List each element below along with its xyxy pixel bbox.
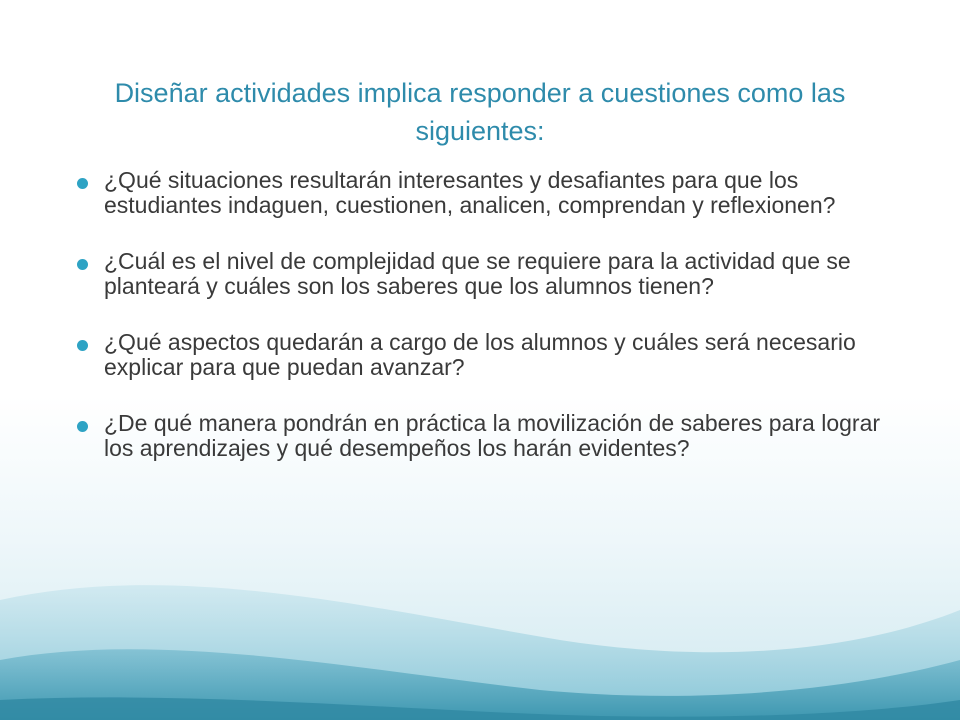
bullet-icon [77,178,88,189]
bullet-icon [77,421,88,432]
bullet-text: ¿De qué manera pondrán en práctica la movilización de saberes para lograr los aprendizajes y qué desempeños los harán evidentes? [104,410,881,461]
list-item [70,411,910,461]
list-item [70,330,910,380]
bullet-text: ¿Cuál es el nivel de complejidad que se requiere para la actividad que se planteará y cuáles son los saberes que los alumnos tienen? [104,248,851,299]
bullet-list [70,168,910,492]
bullet-text: ¿Qué aspectos quedarán a cargo de los alumnos y cuáles será necesario explicar para que puedan avanzar? [104,329,856,380]
slide-title: Diseñar actividades implica responder a cuestiones como las siguientes: [114,78,846,146]
list-item [70,168,910,218]
bullet-icon [77,340,88,351]
list-item [70,249,910,299]
bullet-icon [77,259,88,270]
bullet-text: ¿Qué situaciones resultarán interesantes y desafiantes para que los estudiantes indaguen, cuestionen, analicen, comprendan y reflexionen? [104,167,836,218]
